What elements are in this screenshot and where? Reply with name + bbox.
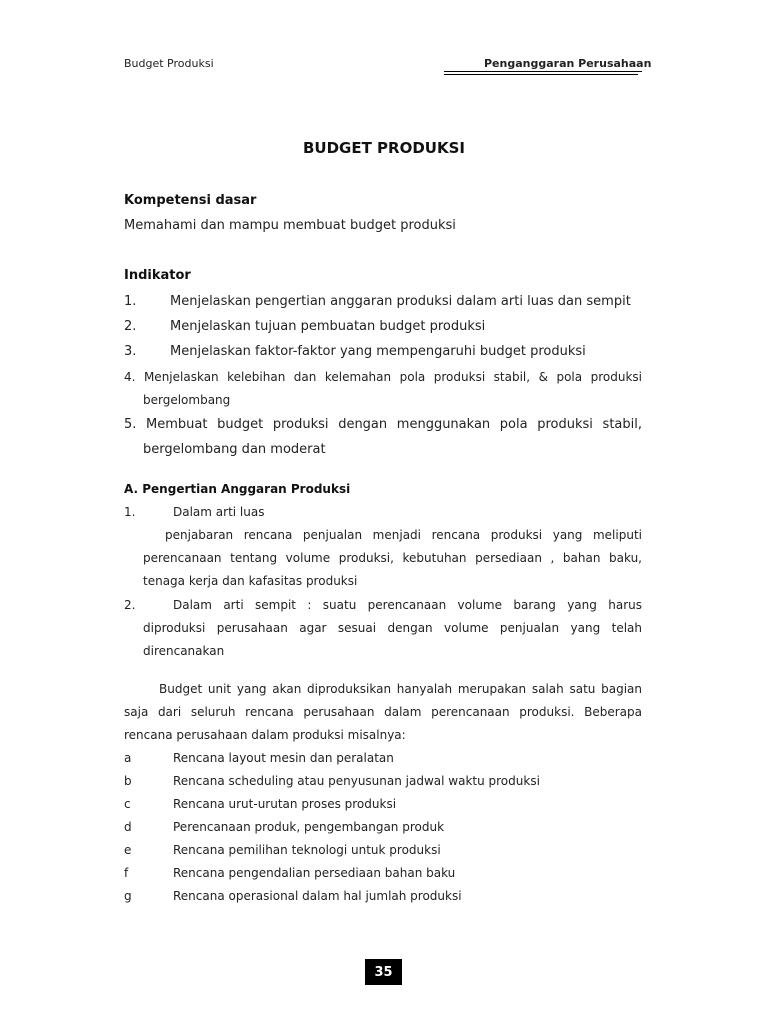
list-item-text: Perencanaan produk, pengembangan produk — [173, 820, 445, 834]
definition-broad-line: penjabaran rencana penjualan menjadi rencana produksi yang meliputi — [165, 528, 642, 542]
definition-number: 1. — [124, 505, 136, 519]
list-item-letter: b — [124, 774, 132, 788]
indikator-item-4-line1: 4. Menjelaskan kelebihan dan kelemahan pola produksi stabil, & pola produksi — [124, 370, 642, 384]
page-number: 35 — [365, 959, 402, 985]
kompetensi-text: Memahami dan mampu membuat budget produksi — [124, 218, 456, 233]
list-item-text: Rencana pengendalian persediaan bahan baku — [173, 866, 456, 880]
list-item-letter: g — [124, 889, 132, 903]
list-item-text: Rencana urut-urutan proses produksi — [173, 797, 397, 811]
body-paragraph-line: Budget unit yang akan diproduksikan hanyalah merupakan salah satu bagian — [159, 682, 642, 696]
page-title: BUDGET PRODUKSI — [302, 139, 465, 157]
kompetensi-heading: Kompetensi dasar — [124, 193, 257, 208]
running-header-left: Budget Produksi — [124, 57, 214, 70]
indikator-item-5-line1: 5. Membuat budget produksi dengan menggunakan pola produksi stabil, — [124, 417, 642, 432]
header-rule-double — [444, 74, 638, 75]
indikator-item-text: Menjelaskan pengertian anggaran produksi dalam arti luas dan sempit — [170, 294, 631, 309]
indikator-heading: Indikator — [124, 268, 191, 283]
definition-broad-line: tenaga kerja dan kafasitas produksi — [143, 574, 358, 588]
list-item-text: Rencana scheduling atau penyusunan jadwal waktu produksi — [173, 774, 540, 788]
list-item-text: Rencana pemilihan teknologi untuk produksi — [173, 843, 441, 857]
indikator-item-4-line2: bergelombang — [143, 393, 231, 407]
definition-narrow-line: direncanakan — [143, 644, 225, 658]
header-rule — [444, 71, 642, 72]
definition-label: Dalam arti luas — [173, 505, 265, 519]
list-item-letter: f — [124, 866, 129, 880]
list-item-text: Rencana layout mesin dan peralatan — [173, 751, 394, 765]
indikator-item-number: 2. — [124, 319, 137, 334]
list-item-text: Rencana operasional dalam hal jumlah produksi — [173, 889, 462, 903]
body-paragraph-line: saja dari seluruh rencana perusahaan dalam perencanaan produksi. Beberapa — [124, 705, 642, 719]
indikator-item-5-line2: bergelombang dan moderat — [143, 442, 326, 457]
definition-number: 2. — [124, 598, 136, 612]
running-header-right: Penganggaran Perusahaan — [484, 57, 652, 70]
indikator-item-text: Menjelaskan faktor-faktor yang mempengaruhi budget produksi — [170, 344, 586, 359]
section-a-heading: A. Pengertian Anggaran Produksi — [124, 482, 351, 496]
indikator-item-text: Menjelaskan tujuan pembuatan budget produksi — [170, 319, 486, 334]
indikator-item-number: 1. — [124, 294, 137, 309]
list-item-letter: d — [124, 820, 132, 834]
indikator-item-number: 3. — [124, 344, 137, 359]
list-item-letter: a — [124, 751, 132, 765]
definition-narrow-line: Dalam arti sempit : suatu perencanaan volume barang yang harus — [173, 598, 642, 612]
list-item-letter: e — [124, 843, 132, 857]
list-item-letter: c — [124, 797, 131, 811]
body-paragraph-line: rencana perusahaan dalam produksi misalnya: — [124, 728, 406, 742]
definition-narrow-line: diproduksi perusahaan agar sesuai dengan volume penjualan yang telah — [143, 621, 642, 635]
definition-broad-line: perencanaan tentang volume produksi, kebutuhan persediaan , bahan baku, — [143, 551, 642, 565]
